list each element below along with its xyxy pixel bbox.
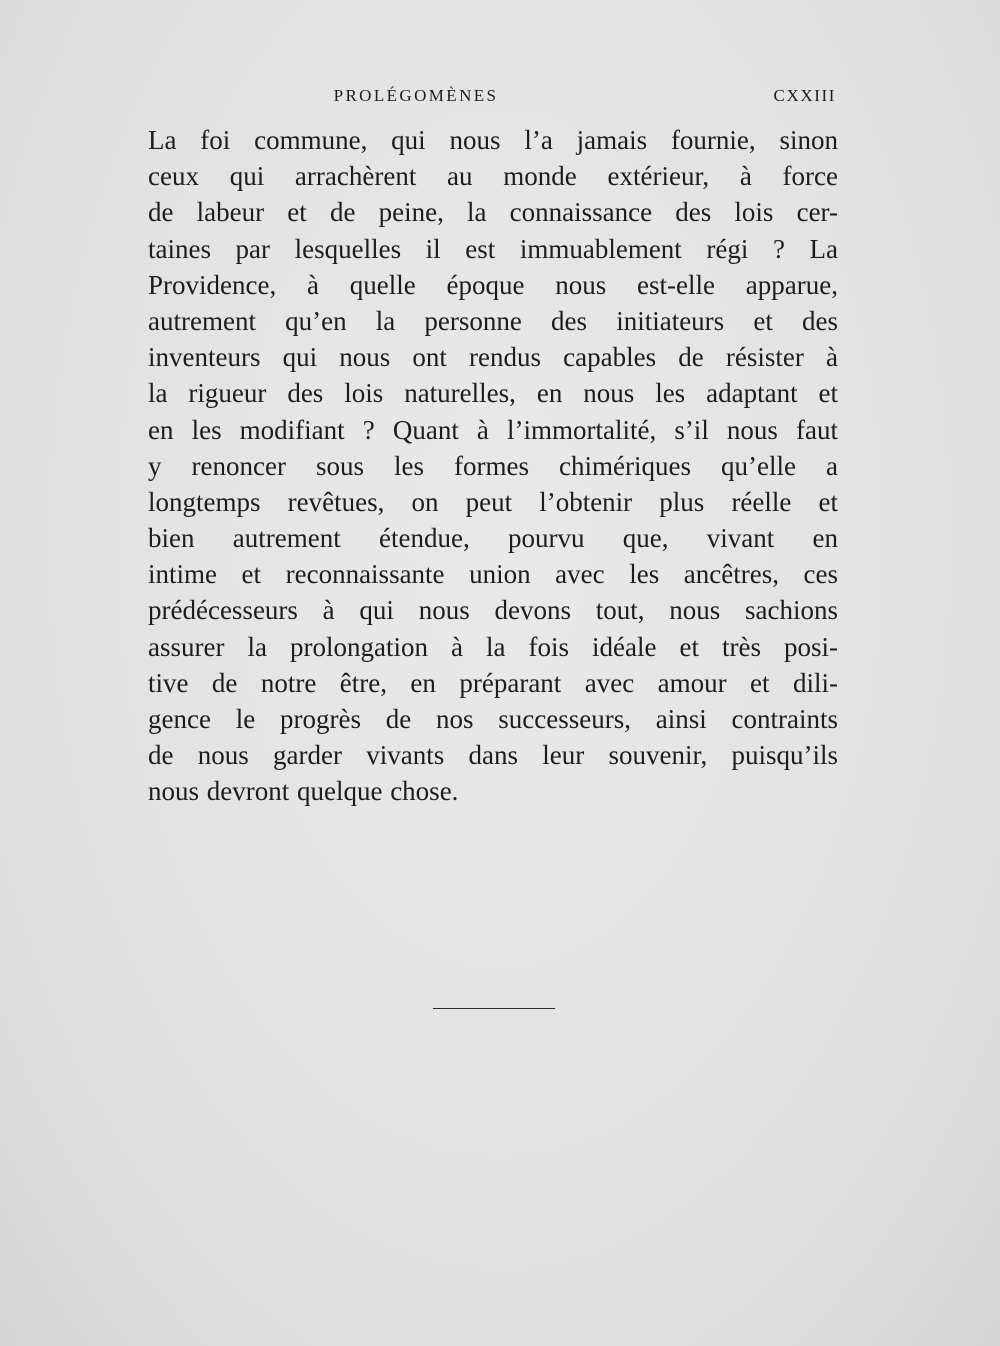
text-line: longtemps revêtues, on peut l’obtenir plus réelle et xyxy=(148,486,838,517)
text-line: Providence, à quelle époque nous est-elle apparue, xyxy=(148,269,838,300)
text-line: de nous garder vivants dans leur souvenir, puisqu’ils xyxy=(148,740,838,771)
body-paragraph xyxy=(148,122,838,810)
section-end-rule xyxy=(433,1008,555,1009)
text-line: autrement qu’en la personne des initiateurs et des xyxy=(148,305,838,336)
text-line: bien autrement étendue, pourvu que, vivant en xyxy=(148,523,838,554)
text-line: La foi commune, qui nous l’a jamais fournie, sinon xyxy=(148,125,838,155)
page-number: CXXIII xyxy=(773,86,836,105)
text-line-last: nous devront quelque chose. xyxy=(148,776,459,807)
text-line: de labeur et de peine, la connaissance des lois cer- xyxy=(148,197,838,228)
text-line: prédécesseurs à qui nous devons tout, nous sachions xyxy=(148,595,838,626)
text-line: la rigueur des lois naturelles, en nous les adaptant et xyxy=(148,378,838,409)
text-line: tive de notre être, en préparant avec amour et dili- xyxy=(148,667,838,698)
running-title: PROLÉGOMÈNES xyxy=(333,86,499,105)
text-line: y renoncer sous les formes chimériques qu’elle a xyxy=(148,450,838,481)
text-line: assurer la prolongation à la fois idéale et très posi- xyxy=(148,631,838,662)
text-line: en les modifiant ? Quant à l’immortalité, s’il nous faut xyxy=(148,414,838,445)
text-line: inventeurs qui nous ont rendus capables de résister à xyxy=(148,342,838,373)
text-line: ceux qui arrachèrent au monde extérieur, à force xyxy=(148,161,838,192)
running-head xyxy=(148,86,836,110)
text-line: taines par lesquelles il est immuablement régi ? La xyxy=(148,233,838,264)
text-line: intime et reconnaissante union avec les ancêtres, ces xyxy=(148,559,838,590)
text-line: gence le progrès de nos successeurs, ainsi contraints xyxy=(148,704,838,734)
